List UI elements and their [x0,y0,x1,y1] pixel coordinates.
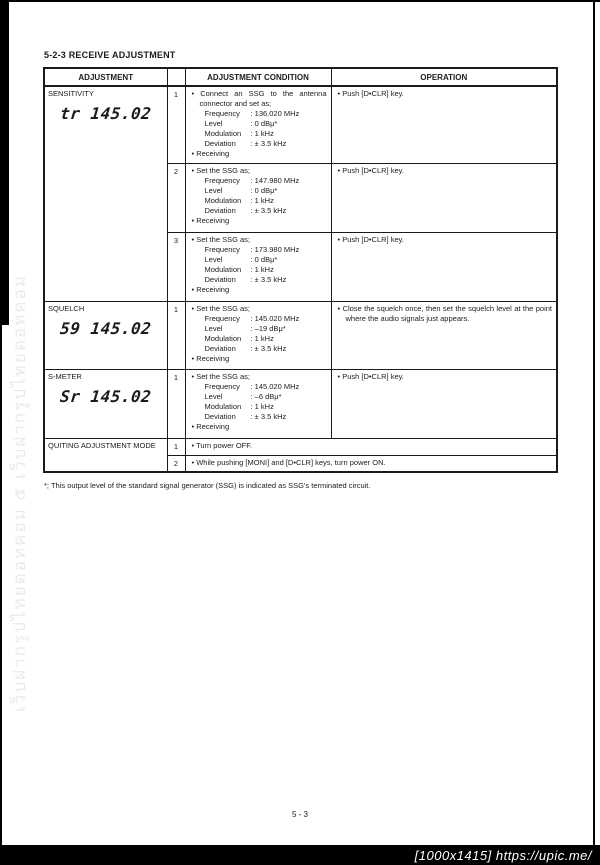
operation-cell [331,232,557,301]
param-row [192,139,327,149]
param-value: : 173.980 MHz [250,244,300,254]
condition-cell [185,301,331,369]
param-label: Deviation [204,411,236,421]
footer-bar [0,845,600,865]
param-value: : 136.020 MHz [250,109,300,118]
lcd-display: Sr 145.02 [59,386,153,406]
condition-receiving: • Receiving [192,422,327,432]
column-header-3: OPERATION [331,68,557,86]
step-text: • While pushing [MONI] and [D•CLR] keys, turn power ON. [192,458,553,468]
param-value: : 1 kHz [250,333,274,343]
section-name: QUITING ADJUSTMENT MODE [48,440,156,450]
param-label: Frequency [204,313,240,323]
operation-text: • Push [D•CLR] key. [338,372,553,382]
param-value: : 1 kHz [250,401,274,411]
step-number: 1 [167,86,185,163]
param-value: : 145.020 MHz [250,381,300,391]
param-value: : ± 3.5 kHz [250,274,287,284]
condition-receiving: • Receiving [192,285,327,295]
param-value: : ± 3.5 kHz [250,343,287,353]
operation-cell [331,86,557,163]
step-number: 1 [167,438,185,455]
column-header-0: ADJUSTMENT [44,68,167,86]
param-row [192,412,327,422]
table-row [44,86,557,163]
condition-intro: • Set the SSG as; [192,166,327,176]
step-number: 3 [167,232,185,301]
table-row [44,438,557,455]
condition-cell [185,369,331,438]
param-value: : 1 kHz [250,129,274,138]
operation-text: • Push [D•CLR] key. [338,235,553,245]
operation-text: • Push [D•CLR] key. [338,166,553,176]
column-header-1 [167,68,185,86]
step-text: • Turn power OFF. [192,441,553,451]
param-label: Modulation [204,264,242,274]
param-row [192,314,327,324]
scan-edge-left-thin [0,325,2,845]
condition-cell [185,86,331,163]
param-value: : 1 kHz [250,195,274,205]
param-label: Level [204,185,223,195]
param-value: : 0 dBμ* [250,254,278,264]
param-label: Deviation [204,343,236,353]
param-label: Frequency [204,175,240,185]
param-label: Modulation [204,129,242,138]
param-value: : –19 dBμ* [250,323,286,333]
step-number: 2 [167,455,185,472]
param-row [192,129,327,139]
param-row [192,176,327,186]
param-value: : 0 dBμ* [250,185,278,195]
param-value: : –6 dBμ* [250,391,282,401]
condition-receiving: • Receiving [192,149,327,159]
step-number: 1 [167,301,185,369]
param-value: : 145.020 MHz [250,313,300,323]
param-row [192,324,327,334]
operation-text: • Push [D•CLR] key. [338,89,553,99]
param-label: Modulation [204,333,242,343]
scan-edge-top [0,0,600,2]
condition-intro: • Set the SSG as; [192,235,327,245]
param-label: Modulation [204,401,242,411]
lcd-display: tr 145.02 [59,104,153,123]
param-label: Frequency [204,109,240,118]
param-row [192,275,327,285]
merged-step-cell [185,455,557,472]
page-title: 5-2-3 RECEIVE ADJUSTMENT [44,50,176,60]
param-row [192,255,327,265]
param-value: : 1 kHz [250,264,274,274]
lcd-display: 59 145.02 [59,318,153,338]
param-row [192,109,327,119]
param-row [192,186,327,196]
operation-text: • Close the squelch once, then set the squelch level at the point where the audio signals just appears. [338,304,553,324]
page-number: 5 - 3 [291,810,308,819]
param-label: Deviation [204,139,236,148]
operation-cell [331,301,557,369]
param-row [192,344,327,354]
param-label: Deviation [204,274,236,284]
param-label: Frequency [204,381,240,391]
param-row [192,245,327,255]
condition-intro: • Set the SSG as; [192,372,327,382]
column-header-2: ADJUSTMENT CONDITION [185,68,331,86]
watermark-text: เว็บฝากรูปไทยดอทคอม ๕ เว็บฝากรูปไทยดอทคอม [10,274,29,712]
param-row [192,402,327,412]
param-value: : 147.980 MHz [250,175,300,185]
scan-edge-right [593,2,595,845]
param-label: Modulation [204,195,242,205]
adjustment-table [43,67,558,473]
condition-receiving: • Receiving [192,354,327,364]
page-content [43,50,557,490]
param-row [192,206,327,216]
param-row [192,392,327,402]
footer-image-host-badge: [1000x1415] https://upic.me/ [414,847,592,863]
param-value: : 0 dBμ* [250,119,278,128]
table-row [44,369,557,438]
table-body [44,86,557,472]
step-number: 2 [167,163,185,232]
section-name: SENSITIVITY [48,89,94,98]
condition-intro: • Set the SSG as; [192,304,327,314]
param-label: Level [204,119,223,128]
adjustment-cell [44,301,167,369]
operation-cell [331,369,557,438]
step-number: 1 [167,369,185,438]
adjustment-cell [44,369,167,438]
adjustment-cell [44,86,167,301]
condition-intro: • Connect an SSG to the antenna connector and set as; [192,89,327,109]
param-label: Level [204,254,223,264]
param-label: Deviation [204,205,236,215]
condition-receiving: • Receiving [192,216,327,226]
merged-step-cell [185,438,557,455]
table-row [44,301,557,369]
param-row [192,334,327,344]
operation-cell [331,163,557,232]
param-value: : ± 3.5 kHz [250,411,287,421]
param-value: : ± 3.5 kHz [250,139,287,148]
section-name: SQUELCH [48,303,85,313]
condition-cell [185,232,331,301]
param-label: Level [204,323,223,333]
param-row [192,265,327,275]
param-row [192,119,327,129]
param-row [192,382,327,392]
footnote: *; This output level of the standard signal generator (SSG) is indicated as SSG's terminated circuit. [44,481,371,490]
param-label: Level [204,391,223,401]
table-header [44,68,557,86]
param-row [192,196,327,206]
adjustment-cell [44,438,167,472]
scan-edge-left [0,0,9,325]
section-name: S-METER [48,371,82,381]
param-value: : ± 3.5 kHz [250,205,287,215]
param-label: Frequency [204,244,240,254]
condition-cell [185,163,331,232]
